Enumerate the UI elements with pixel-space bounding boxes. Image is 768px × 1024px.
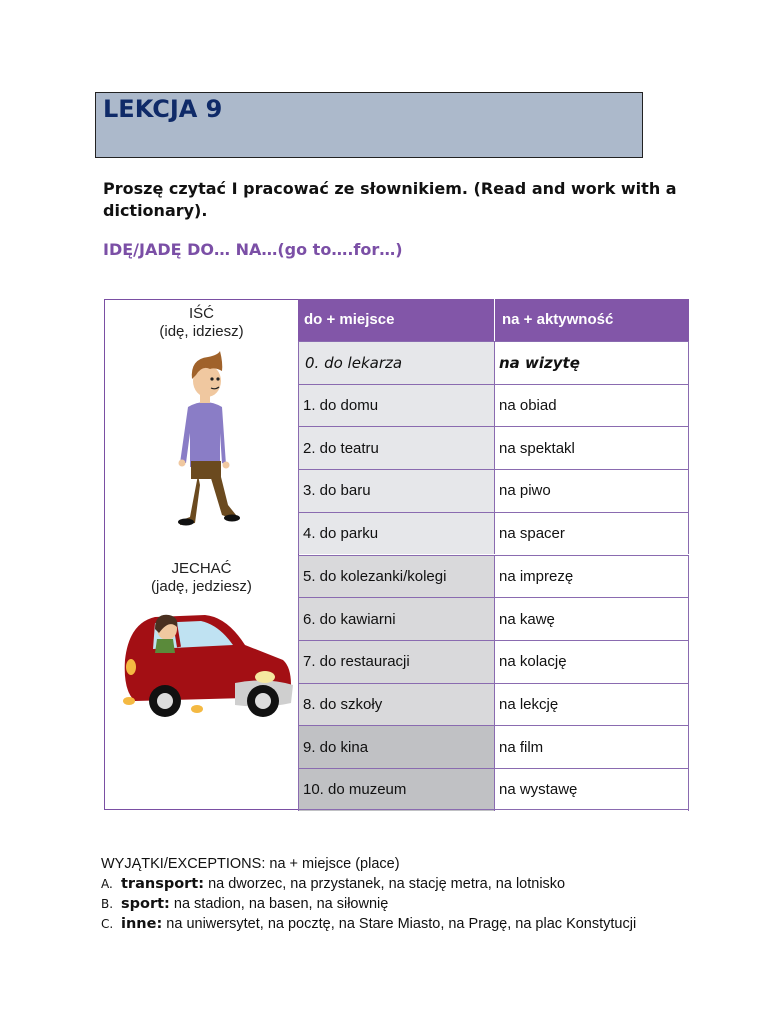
verbs-panel <box>104 299 299 810</box>
lesson-title-box <box>95 92 643 158</box>
exception-item <box>101 914 636 934</box>
place-cell: 1. do domu <box>298 384 494 427</box>
activity-cell: na spektakl <box>494 426 689 469</box>
car-driver-illustration <box>115 605 295 725</box>
lesson-title: LEKCJA 9 <box>103 95 223 123</box>
activity-cell: na kawę <box>494 597 689 640</box>
exception-item <box>101 874 565 894</box>
place-cell: 6. do kawiarni <box>298 597 494 640</box>
exception-label: transport: <box>121 876 205 892</box>
header-place: do + miejsce <box>298 299 494 341</box>
exception-label: sport: <box>121 896 170 912</box>
activity-cell: na wizytę <box>494 341 689 384</box>
place-cell: 4. do parku <box>298 512 494 555</box>
place-cell: 8. do szkoły <box>298 683 494 726</box>
phrases-table <box>298 299 689 810</box>
place-cell: 10. do muzeum <box>298 768 494 811</box>
activity-cell: na wystawę <box>494 768 689 811</box>
activity-cell: na kolację <box>494 640 689 683</box>
activity-cell: na spacer <box>494 512 689 555</box>
walk-verb: IŚĆ <box>188 305 214 322</box>
exception-label: inne: <box>121 916 163 932</box>
drive-verb-forms: (jadę, jedziesz) <box>151 578 252 595</box>
exception-marker: B. <box>101 897 114 911</box>
exception-text: na stadion, na basen, na siłownię <box>173 896 389 912</box>
exception-marker: A. <box>101 877 113 891</box>
section-subtitle: IDĘ/JADĘ DO… NA…(go to….for…) <box>103 240 403 259</box>
place-cell: 7. do restauracji <box>298 640 494 683</box>
exception-marker: C. <box>101 917 114 931</box>
walking-man-illustration <box>160 345 250 530</box>
place-cell: 9. do kina <box>298 725 494 768</box>
place-cell: 2. do teatru <box>298 426 494 469</box>
place-cell: 5. do kolezanki/kolegi <box>298 555 494 598</box>
exceptions-heading: WYJĄTKI/EXCEPTIONS: na + miejsce (place) <box>101 856 400 872</box>
place-cell: 0. do lekarza <box>298 341 494 384</box>
activity-cell: na lekcję <box>494 683 689 726</box>
drive-verb: JECHAĆ <box>171 560 232 577</box>
place-cell: 3. do baru <box>298 469 494 512</box>
activity-cell: na piwo <box>494 469 689 512</box>
exception-item <box>101 894 388 914</box>
activity-cell: na film <box>494 725 689 768</box>
activity-cell: na imprezę <box>494 555 689 598</box>
activity-cell: na obiad <box>494 384 689 427</box>
table-bottom-border <box>298 809 689 810</box>
header-activity: na + aktywność <box>494 299 689 341</box>
exception-text: na dworzec, na przystanek, na stację metra, na lotnisko <box>208 876 566 892</box>
walk-verb-forms: (idę, idziesz) <box>159 323 244 340</box>
intro-instruction: Proszę czytać I pracować ze słownikiem. (Read and work with a dictionary). <box>103 179 677 220</box>
exception-text: na uniwersytet, na pocztę, na Stare Miasto, na Pragę, na plac Konstytucji <box>166 916 637 932</box>
